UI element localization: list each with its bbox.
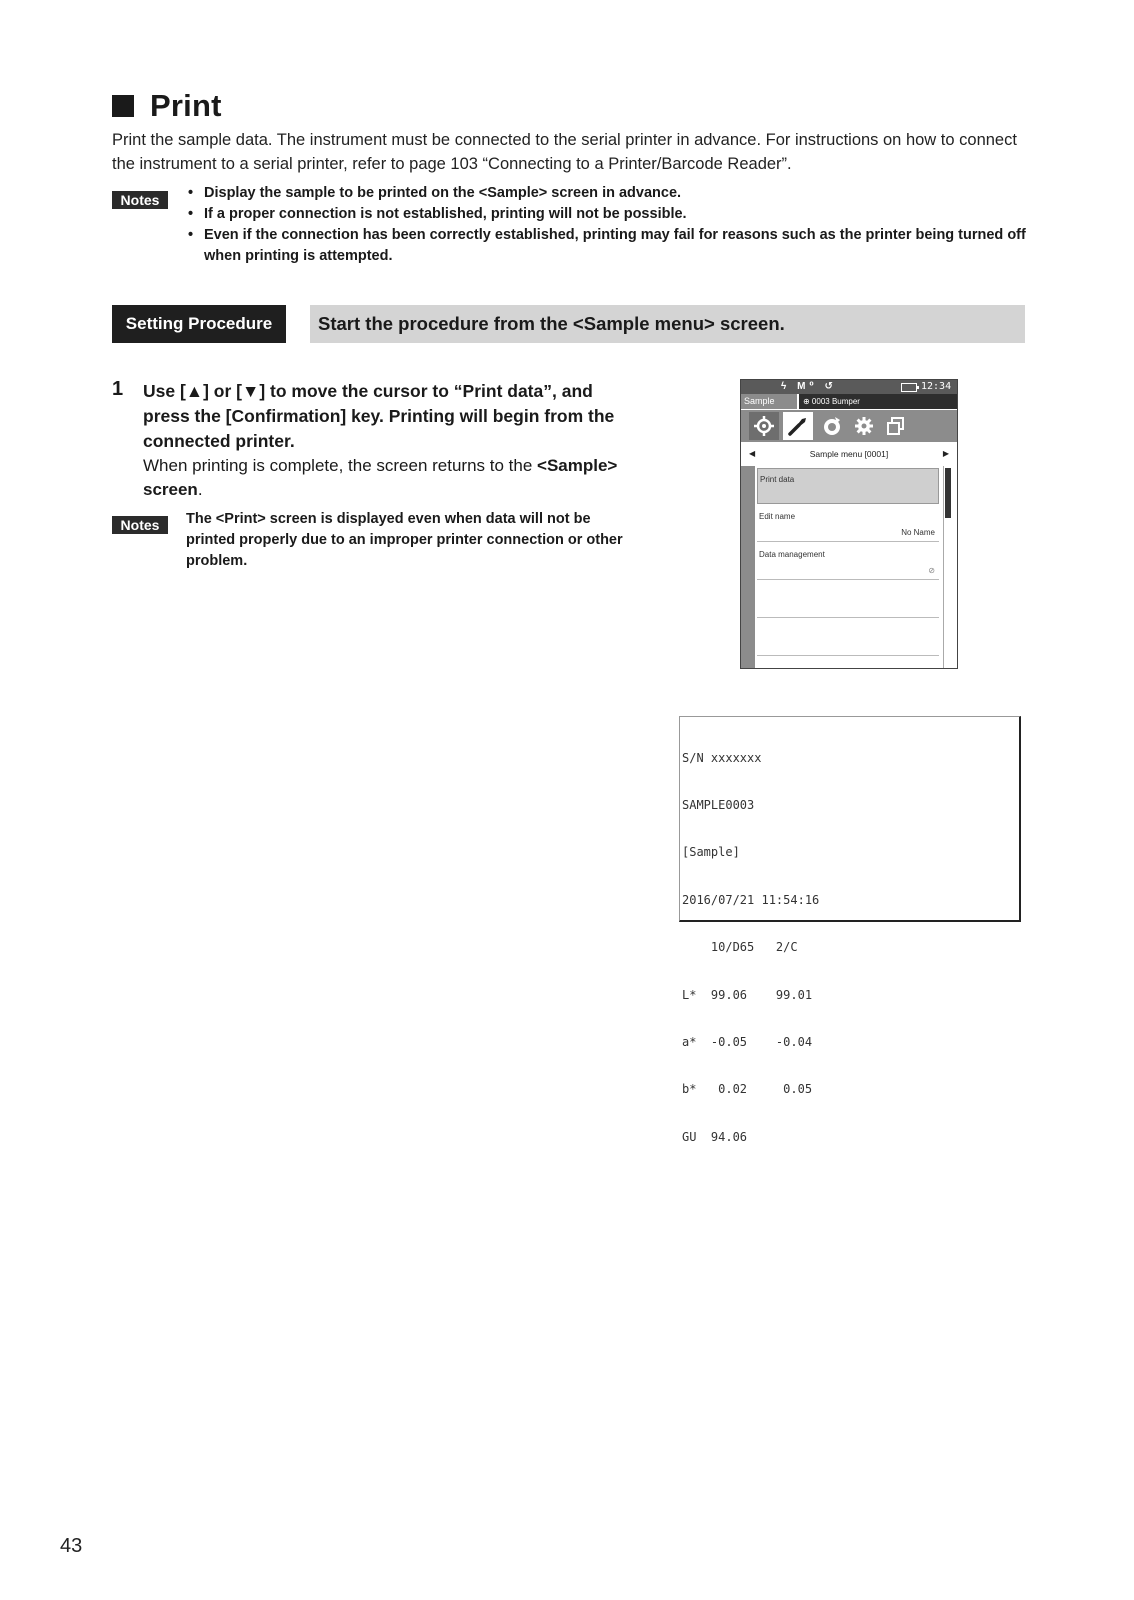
device-row-label: Edit name bbox=[759, 512, 796, 521]
printout-line: 10/D65 2/C bbox=[682, 940, 798, 955]
device-menu-header bbox=[741, 444, 957, 464]
page-heading bbox=[112, 84, 222, 128]
device-row-value: No Name bbox=[901, 528, 935, 537]
device-row-print-data bbox=[757, 468, 939, 504]
notes-item: • Even if the connection has been correctly established, printing may fail for reasons such as the printer being turned off when printing is attempted. bbox=[186, 225, 1026, 267]
procedure-banner: Start the procedure from the <Sample menu> screen. bbox=[310, 305, 1025, 343]
notes-badge: Notes bbox=[112, 191, 168, 209]
printout-line: L* 99.06 99.01 bbox=[682, 987, 813, 1002]
step-result-text bbox=[143, 454, 633, 502]
step-number: 1 bbox=[112, 378, 124, 400]
printout-line: b* 0.02 0.05 bbox=[682, 1082, 813, 1097]
step-note: The <Print> screen is displayed even when data will not be printed properly due to an improper printer connection or other problem. bbox=[186, 511, 623, 569]
notes-item: • Display the sample to be printed on the <Sample> screen in advance. bbox=[186, 183, 1026, 204]
device-row-label: Data management bbox=[759, 550, 825, 559]
printout-lines bbox=[682, 719, 819, 1177]
link-icon: ⊘ bbox=[928, 566, 935, 575]
notes-list bbox=[186, 183, 1026, 267]
device-menu-title: Sample menu [0001] bbox=[809, 449, 889, 459]
setting-procedure-label: Setting Procedure bbox=[112, 305, 286, 343]
device-status-bar bbox=[741, 380, 957, 394]
device-screen bbox=[740, 379, 958, 669]
printout-line: GU 94.06 bbox=[682, 1129, 748, 1144]
gear-icon bbox=[849, 412, 879, 440]
device-row-edit-name bbox=[757, 506, 939, 542]
device-row-empty bbox=[757, 582, 939, 618]
device-list-strip bbox=[741, 466, 755, 669]
step-instruction: Use [▲] or [▼] to move the cursor to “Print data”, and press the [Confirmation] key. Printing will begin from the connected printer. bbox=[143, 381, 615, 451]
device-row-empty bbox=[757, 620, 939, 656]
step-result-suffix: . bbox=[197, 480, 203, 499]
target-icon bbox=[749, 412, 779, 440]
notes-item: • If a proper connection is not established, printing will not be possible. bbox=[186, 204, 1026, 225]
wrench-icon bbox=[783, 412, 813, 440]
step-result-screen-name: <Sample> screen bbox=[143, 456, 618, 499]
arrow-left-icon: ◀ bbox=[749, 449, 756, 458]
color-icon bbox=[817, 412, 847, 440]
device-icon-bar bbox=[741, 410, 957, 442]
copy-icon bbox=[881, 412, 911, 440]
page-number: 43 bbox=[60, 1535, 83, 1557]
printout-line: 2016/07/21 11:54:16 bbox=[682, 892, 820, 907]
printout-line: SAMPLE0003 bbox=[682, 797, 755, 812]
printout-line: [Sample] bbox=[682, 845, 740, 860]
device-status-icons: ϟ M⁰ ↺ bbox=[781, 381, 837, 392]
device-time: 12:34 bbox=[921, 381, 952, 392]
device-sample-name: ⊕ 0003 Bumper bbox=[799, 394, 957, 409]
device-tab-sample: Sample bbox=[741, 394, 797, 409]
printout-line: a* -0.05 -0.04 bbox=[682, 1034, 813, 1049]
page-title: Print bbox=[150, 88, 222, 123]
step-result-prefix: When printing is complete, the screen returns to the bbox=[143, 456, 538, 475]
notes-badge: Notes bbox=[112, 516, 168, 534]
battery-icon bbox=[901, 383, 917, 392]
arrow-right-icon: ▶ bbox=[942, 449, 949, 458]
device-scrollbar-thumb bbox=[945, 468, 951, 518]
device-menu-list bbox=[741, 466, 957, 669]
device-row-data-management bbox=[757, 544, 939, 580]
printout-line: S/N xxxxxxx bbox=[682, 750, 762, 765]
intro-paragraph: Print the sample data. The instrument must be connected to the serial printer in advance. For instructions on how to connect the instrument to a serial printer, refer to page 103 “Connecting to a Printer/Barcode Reader”. bbox=[112, 131, 1017, 173]
printout-sample bbox=[679, 716, 1021, 1144]
heading-square-icon bbox=[112, 95, 134, 117]
device-row-label: Print data bbox=[760, 475, 795, 484]
